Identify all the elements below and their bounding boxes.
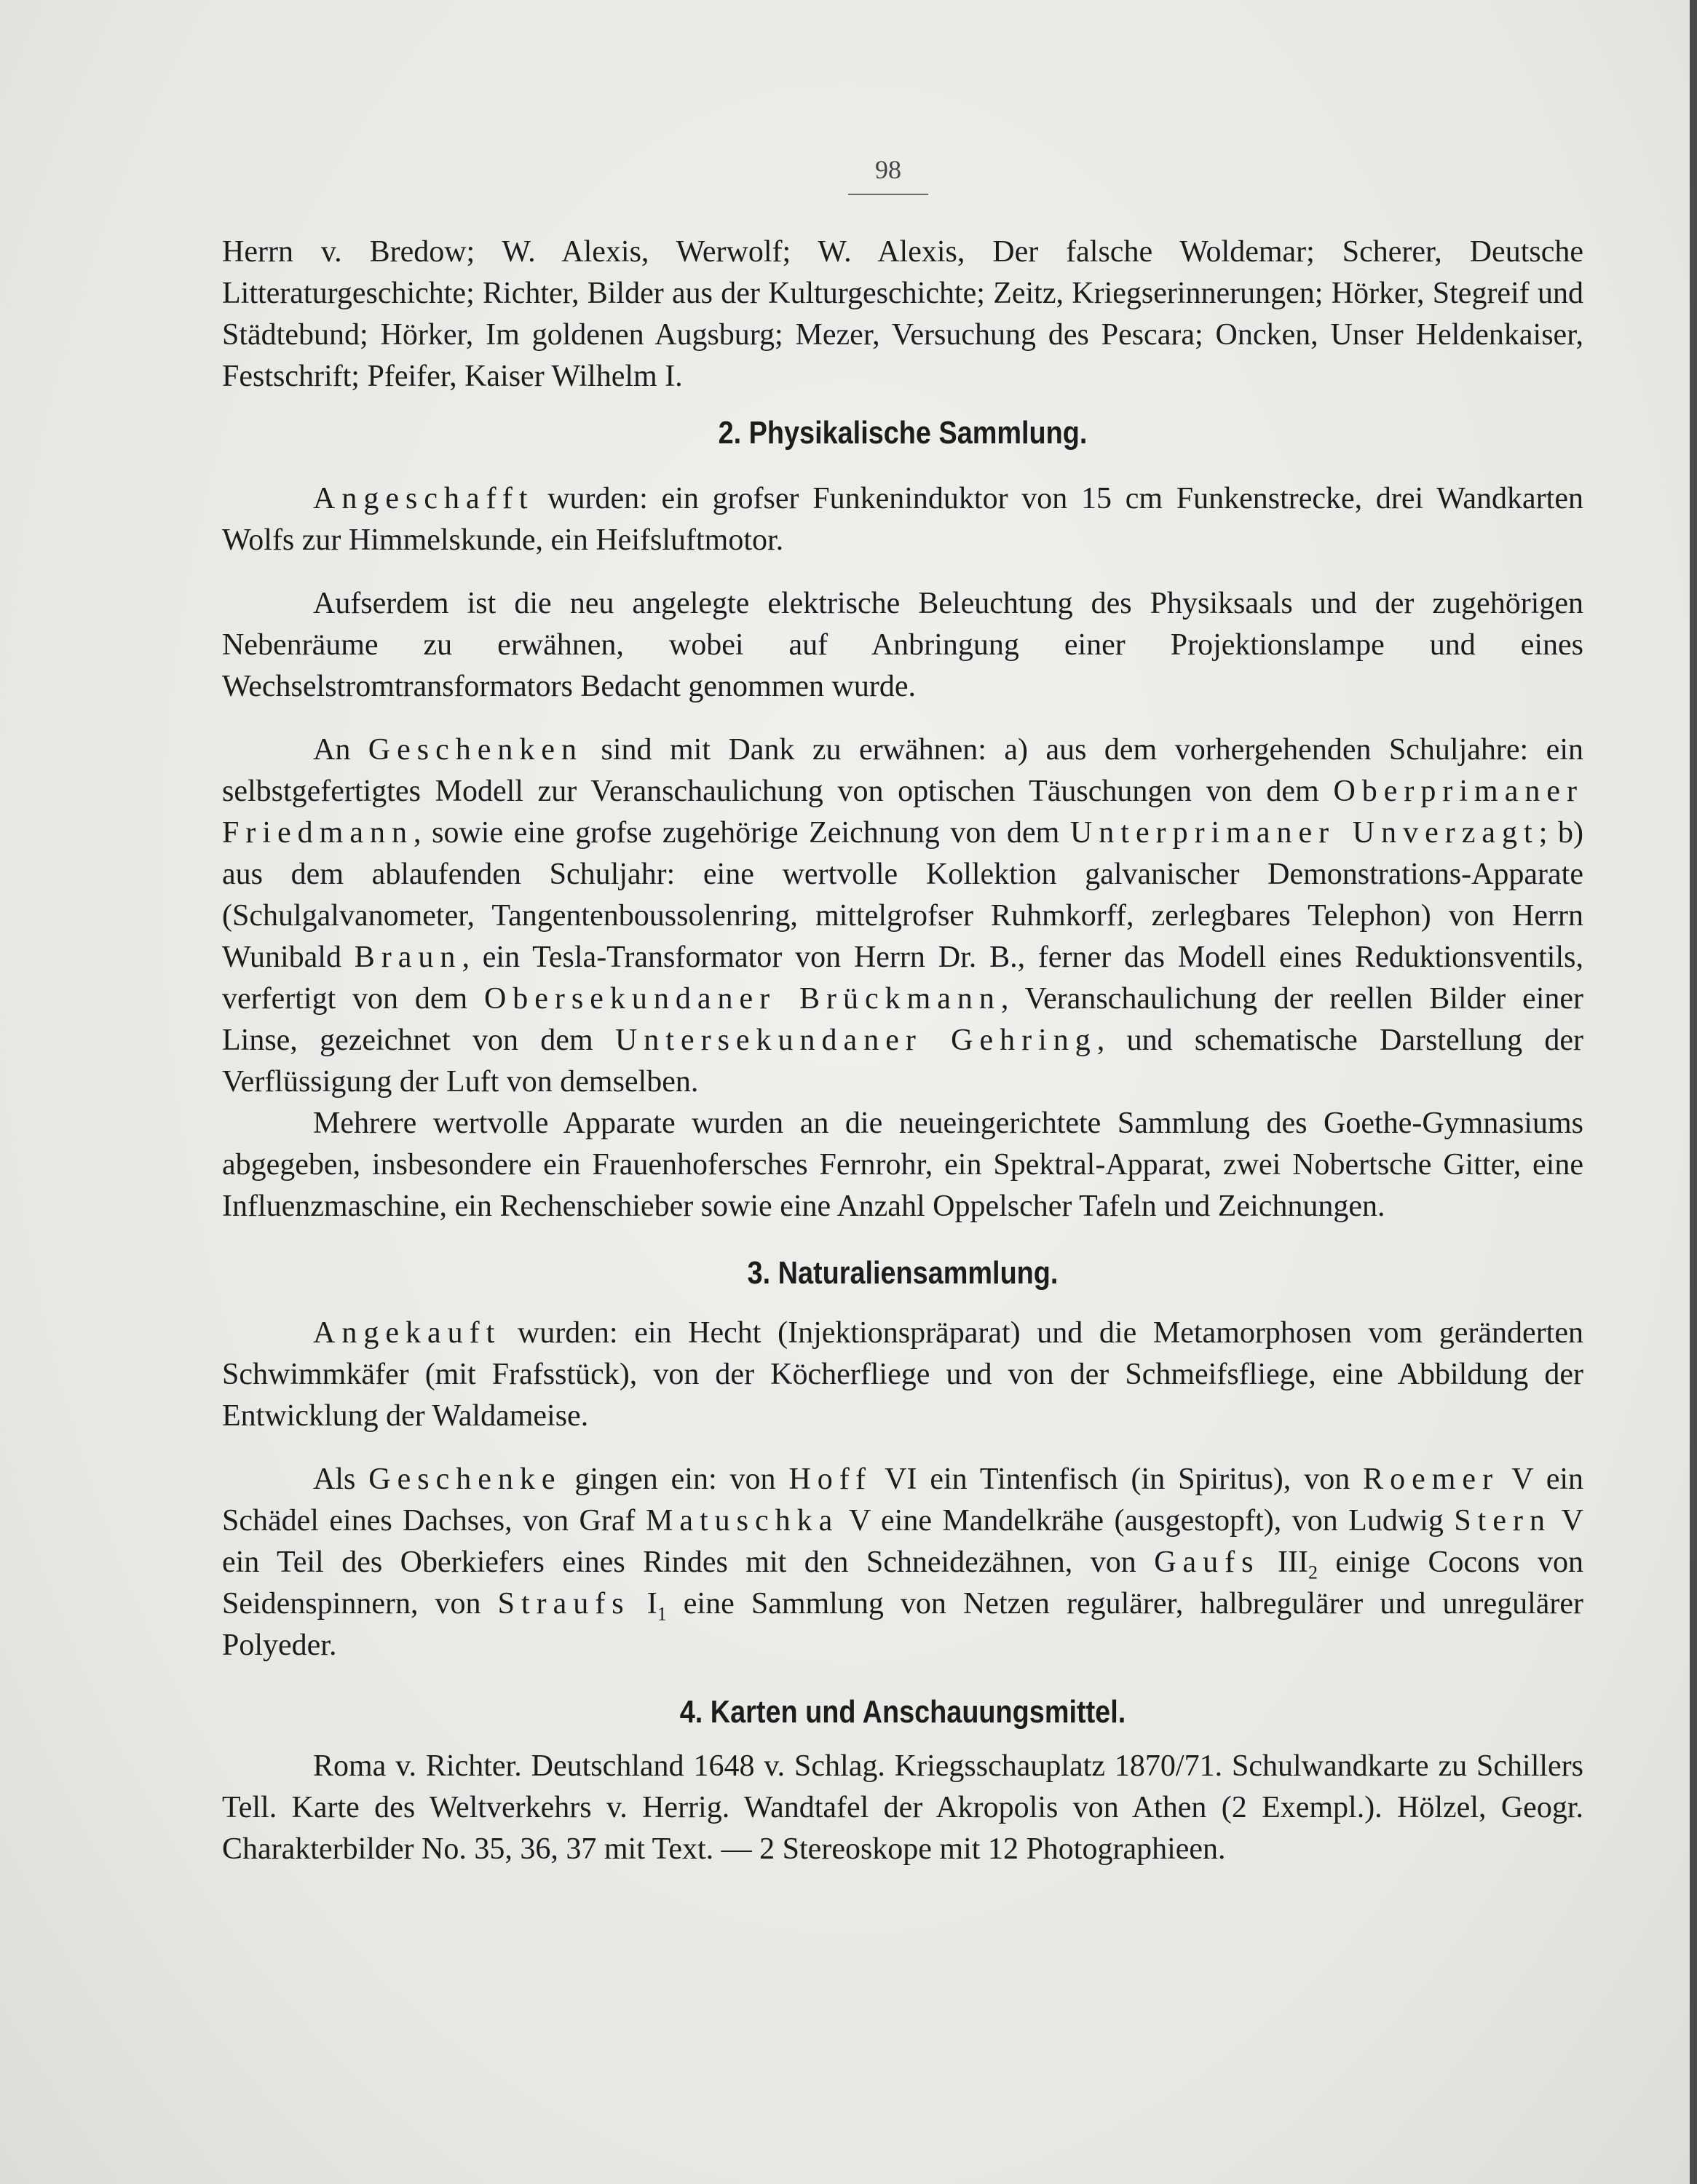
continuation-paragraph: Herrn v. Bredow; W. Alexis, Werwolf; W. Alexis, Der falsche Woldemar; Scherer, Deutsche Litteraturgeschichte; Richter, Bilder aus der Kulturgeschichte; Zeitz, Kriegserinnerungen; Hörker, Stegreif und Städtebund; Hörker, Im goldenen Augsburg; Mezer, Versuchung des Pescara; Oncken, Unser Heldenkaiser, Festschrift; Pfeifer, Kaiser Wilhelm I. <box>222 235 1583 393</box>
page-edge-shadow <box>1690 0 1697 2184</box>
spaced-term: Geschenken <box>368 733 584 767</box>
spaced-term: Geschenke <box>368 1463 562 1496</box>
paragraph-text: V ein Schädel eines Dachses, von Graf <box>222 1463 1584 1538</box>
naturalien-paragraph-2 <box>222 1459 1583 1666</box>
paragraph-text: eine Sammlung von Netzen regulärer, halbregulärer und unregulärer Polyeder. <box>222 1587 1584 1662</box>
spaced-term: Angeschafft <box>313 482 534 515</box>
paragraph-text: , Veranschaulichung der reellen Bilder einer Linse, gezeichnet von dem <box>222 982 1583 1057</box>
paragraph-text: , sowie eine grofse zugehörige Zeichnung von dem <box>413 816 1070 850</box>
spaced-name: Stern <box>1454 1504 1551 1538</box>
paragraph-text: An <box>313 733 368 767</box>
paragraph-text: , und schematische Darstellung der Verflüssigung der Luft von demselben. <box>222 1024 1584 1099</box>
physik-paragraph-4: Mehrere wertvolle Apparate wurden an die neueingerichtete Sammlung des Goethe-Gymnasiums abgegeben, insbesondere ein Frauenhofersches Fernrohr, ein Spektral-Apparat, zwei Nobertsche Gitter, eine Influenzmaschine, ein Rechenschieber sowie eine Anzahl Oppelscher Tafeln und Zeichnungen. <box>222 1107 1583 1223</box>
naturalien-paragraph-1 <box>222 1313 1583 1437</box>
paragraph-text: wurden: ein grofser Funkeninduktor von 15 cm Funkenstrecke, drei Wandkarten Wolfs zur Himmelskunde, ein Heifsluftmotor. <box>222 482 1583 557</box>
class-subscript: 1 <box>657 1603 667 1625</box>
spaced-name: Obersekundaner Brückmann <box>483 982 1001 1016</box>
karten-paragraph-1: Roma v. Richter. Deutschland 1648 v. Schlag. Kriegsschauplatz 1870/71. Schulwandkarte zu Schillers Tell. Karte des Weltverkehrs v. Herrig. Wandtafel der Akropolis von Athen (2 Exempl.). Hölzel, Geogr. Charakterbilder No. 35, 36, 37 mit Text. — 2 Stereoskope mit 12 Photographieen. <box>222 1749 1583 1866</box>
paragraph-text: Als <box>313 1463 369 1496</box>
spaced-name: Straufs <box>497 1587 630 1621</box>
page-body <box>222 232 1583 1870</box>
spaced-name: Matuschka <box>645 1504 839 1538</box>
paragraph-text: III <box>1259 1546 1308 1579</box>
paragraph-text: , ein Tesla-Transformator von Herrn Dr. B., ferner das Modell eines Reduktionsventils, verfertigt von dem <box>222 941 1583 1016</box>
spaced-term: Angekauft <box>313 1316 502 1350</box>
spaced-name: Gaufs <box>1154 1546 1260 1579</box>
physik-paragraph-3 <box>222 729 1583 1103</box>
physik-paragraph-1 <box>222 478 1583 561</box>
paragraph-text: gingen ein: von <box>561 1463 789 1496</box>
spaced-name: Hoff <box>788 1463 872 1496</box>
paragraph-text: ; b) aus dem ablaufenden Schuljahr: eine wertvolle Kollektion galvanischer Demonstrations-Apparate (Schulgalvanometer, Tangentenboussolenring, mittelgrofser Ruhmkorff, zerlegbares Telephon) von Herrn Wunibald <box>222 816 1583 974</box>
paragraph-text: einige Cocons von Seidenspinnern, von <box>222 1546 1583 1621</box>
paragraph-text: wurden: ein Hecht (Injektionspräparat) und die Metamorphosen vom geränderten Schwimmkäfer (mit Frafsstück), von der Köcherfliege und von der Schmeifsfliege, eine Abbildung der Entwicklung der Waldameise. <box>222 1316 1583 1433</box>
class-subscript: 2 <box>1308 1562 1318 1583</box>
section-heading-naturalien: 3. Naturaliensammlung. <box>747 1255 1059 1291</box>
spaced-name: Oberprimaner Friedmann <box>222 775 1583 850</box>
section-heading-karten: 4. Karten und Anschauungsmittel. <box>679 1694 1126 1730</box>
paragraph-text: V ein Teil des Oberkiefers eines Rindes mit den Schneidezähnen, von <box>222 1504 1584 1579</box>
spaced-name: Untersekundaner Gehring <box>614 1024 1097 1057</box>
paragraph-text: I <box>630 1587 657 1621</box>
paragraph-text: VI ein Tintenfisch (in Spiritus), von <box>872 1463 1364 1496</box>
spaced-name: Roemer <box>1363 1463 1500 1496</box>
paragraph-text: V eine Mandelkrähe (ausgestopft), von Ludwig <box>839 1504 1455 1538</box>
spaced-name: Braun <box>354 941 462 974</box>
section-heading-physik: 2. Physikalische Sammlung. <box>718 415 1088 451</box>
spaced-name: Unterprimaner Unverzagt <box>1069 816 1539 850</box>
page-number-rule <box>848 194 928 195</box>
page-number: 98 <box>875 155 901 184</box>
paragraph-text: sind mit Dank zu erwähnen: a) aus dem vorhergehenden Schuljahre: ein selbstgefertigtes Modell zur Veranschaulichung von optischen Täuschungen von dem <box>222 733 1583 808</box>
physik-paragraph-2: Aufserdem ist die neu angelegte elektrische Beleuchtung des Physiksaals und der zugehörigen Nebenräume zu erwähnen, wobei auf Anbringung einer Projektionslampe und eines Wechselstromtransformators Bedacht genommen wurde. <box>222 587 1583 703</box>
